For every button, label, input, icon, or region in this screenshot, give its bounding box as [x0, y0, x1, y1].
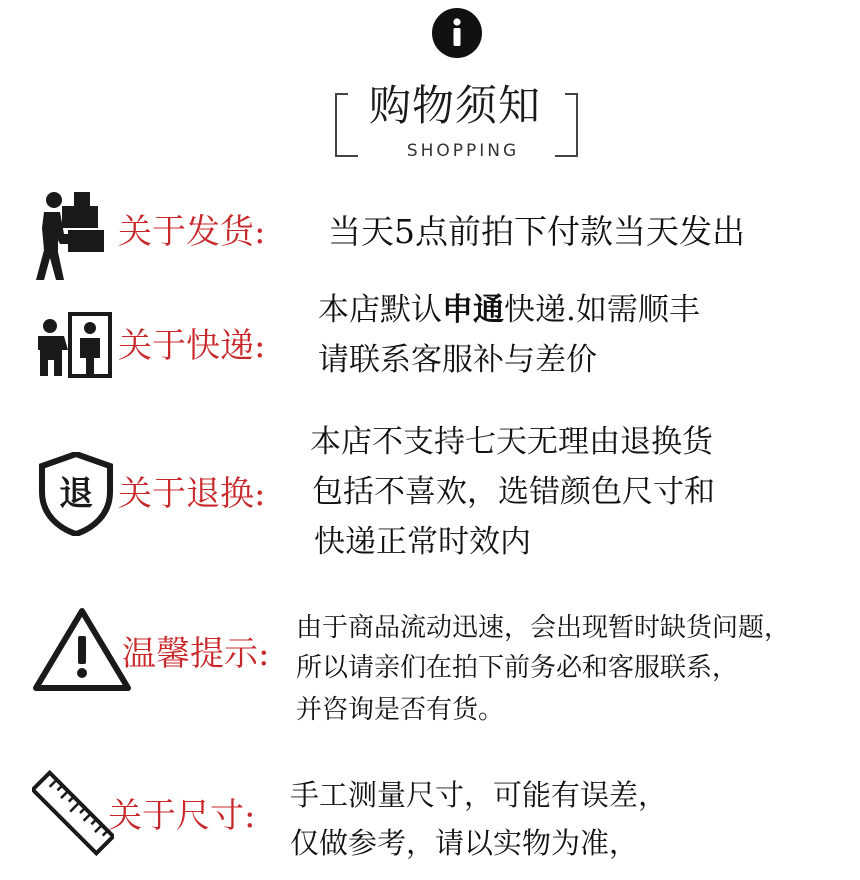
section-text-tips-line2: 所以请亲们在拍下前务必和客服联系，	[296, 653, 739, 683]
ruler-icon	[32, 770, 114, 856]
section-label-tips: 温馨提示:	[122, 634, 270, 674]
info-icon	[432, 8, 482, 58]
section-text-courier-line1: 本店默认申通快递.如需顺丰	[318, 292, 700, 328]
page-title: 购物须知	[360, 78, 550, 134]
delivery-person-icon	[34, 190, 110, 282]
return-shield-icon	[38, 452, 114, 536]
section-text-size-line2: 仅做参考，请以实物为准，	[290, 826, 639, 860]
section-text-returns-line2: 包括不喜欢，选错颜色尺寸和	[312, 474, 715, 510]
section-text-returns-line3: 快递正常时效内	[314, 524, 531, 560]
section-label-courier: 关于快递:	[118, 326, 266, 366]
warning-triangle-icon	[32, 606, 132, 692]
section-label-size: 关于尺寸:	[108, 796, 256, 836]
section-text-tips-line1: 由于商品流动迅速，会出现暂时缺货问题，	[296, 613, 791, 643]
return-icon-glyph: 退	[59, 474, 93, 514]
section-text-returns-line1: 本店不支持七天无理由退换货	[310, 424, 713, 460]
section-text-tips-line3: 并咨询是否有货。	[296, 695, 505, 725]
section-label-returns: 关于退换:	[118, 474, 266, 514]
section-text-shipping-line1: 当天5点前拍下付款当天发出	[328, 212, 745, 251]
section-text-courier-line2: 请联系客服补与差价	[318, 342, 597, 378]
courier-counter-icon	[36, 312, 114, 380]
page-subtitle: SHOPPING	[378, 140, 548, 162]
section-text-size-line1: 手工测量尺寸，可能有误差，	[290, 778, 668, 812]
section-label-shipping: 关于发货:	[118, 212, 266, 252]
courier-highlight: 申通	[442, 292, 504, 328]
